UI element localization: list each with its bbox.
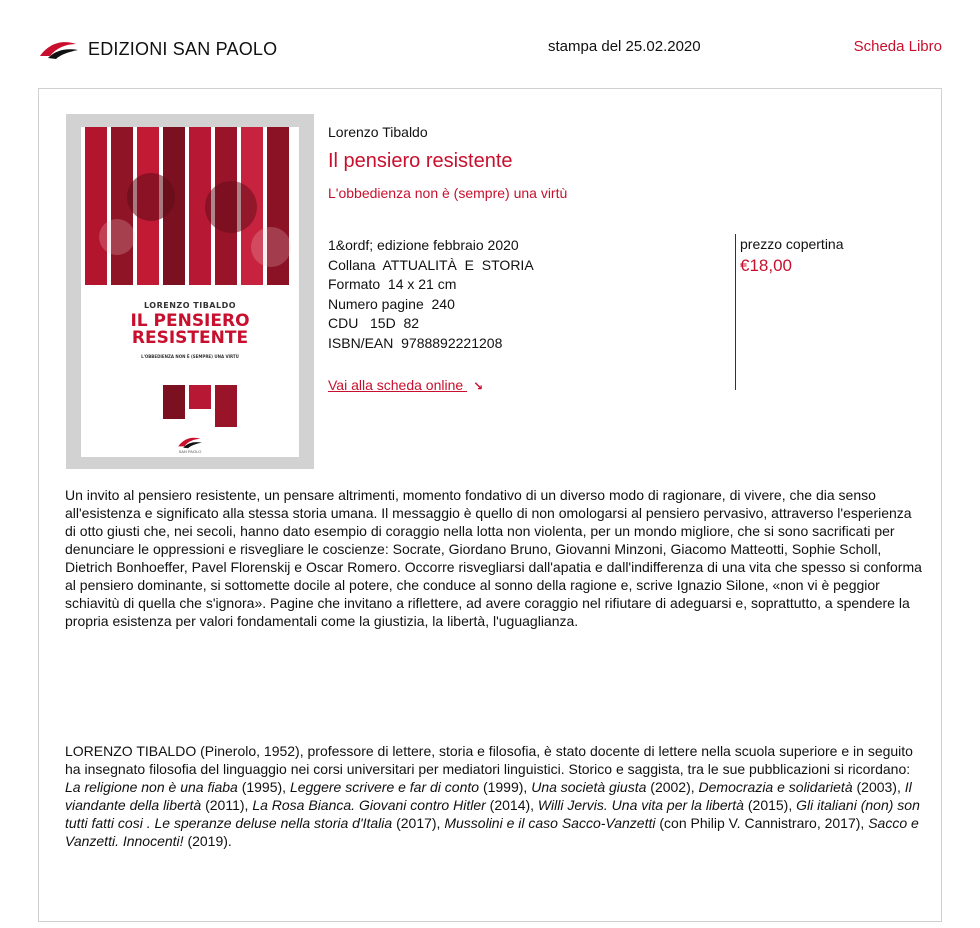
cover-title (81, 313, 299, 347)
bio-text: (2017), (392, 815, 445, 831)
bio-work-title: La Rosa Bianca. Giovani contro Hitler (252, 797, 486, 813)
bio-work-title: Gli italiani (non) son tutti fatti cosi . Le speranze deluse nella storia d'Italia (65, 797, 920, 831)
price-value: €18,00 (740, 256, 792, 275)
bio-text: (2014), (485, 797, 538, 813)
online-sheet-link-label: Vai alla scheda online (328, 377, 468, 393)
bio-text: LORENZO TIBALDO (Pinerolo, 1952), professore di lettere, storia e filosofia, è stato docente di lettere nella scuola superiore e in seguito ha insegnato filosofia del linguaggio nei corsi universitari per mediatori linguistici. Storico e saggista, tra le sue pubblicazioni si ricordano: (65, 743, 913, 777)
bio-text: (2003), (852, 779, 905, 795)
bio-work-title: Mussolini e il caso Sacco-Vanzetti (444, 815, 656, 831)
price-label: prezzo copertina (740, 236, 844, 252)
bio-text: (2002), (646, 779, 699, 795)
book-subtitle: L'obbedienza non è (sempre) una virtù (328, 185, 568, 201)
arrow-down-right-icon: ↘ (473, 379, 484, 393)
book-description: Un invito al pensiero resistente, un pensare altrimenti, momento fondativo di un diverso modo di ragionare, di vivere, che dia senso all'esistenza e significato alla stessa storia umana. Il messaggio è quello di non omologarsi al pensiero pervasivo, attraverso l'esperienza di otto giusti che, nei secoli, hanno dato esempio di coraggio nella lotta non violenta, per un mondo migliore, che si sono sacrificati per denunciare le oppressioni e risvegliare le coscienze: Socrate, Giordano Bruno, Giovanni Minzoni, Giacomo Matteotti, Sophie Scholl, Dietrich Bonhoeffer, Pavel Florenskij e Oscar Romero. Occorre risvegliarsi dall'apatia e dall'indifferenza di una vita che spesso si conforma al pensiero dominante, si sottomette docile al potere, che conduce al sonno della ragione e, scrive Ignazio Silone, «non vi è peggior schiavitù di quella che s'ignora». Pagine che invitano a riflettere, ad avere coraggio nel rifiutare di adeguarsi e, soprattutto, a spendere la propria esistenza per valori fondamentali come la giustizia, la libertà, l'uguaglianza. (65, 487, 922, 629)
bio-text: (2011), (201, 797, 253, 813)
bio-work-title: Sacco e Vanzetti. Innocenti! (65, 815, 919, 849)
cover-subtitle: L'OBBEDIENZA NON È (SEMPRE) UNA VIRTÙ (141, 354, 239, 359)
author-bio (65, 742, 925, 850)
bio-text: (2019). (183, 833, 232, 849)
book-author: Lorenzo Tibaldo (328, 124, 428, 140)
online-sheet-link[interactable] (328, 377, 483, 393)
bio-work-title: Il viandante della libertà (65, 779, 912, 813)
cover-author: LORENZO TIBALDO (143, 301, 237, 310)
bio-work-title: Democrazia e solidarietà (698, 779, 853, 795)
bio-text: (1999), (479, 779, 532, 795)
bio-work-title: Una società giusta (531, 779, 647, 795)
book-title: Il pensiero resistente (328, 150, 513, 172)
format-line: Formato 14 x 21 cm (328, 276, 457, 292)
bio-work-title: Leggere scrivere e far di conto (289, 779, 480, 795)
book-cover-image[interactable] (81, 127, 299, 457)
publisher-logo[interactable] (38, 38, 277, 60)
bio-work-title: La religione non è una fiaba (65, 779, 238, 795)
cover-title-line1: IL PENSIERO (130, 311, 250, 331)
cover-publisher: SAN PAOLO (178, 449, 202, 454)
cdu-line: CDU 15D 82 (328, 315, 420, 331)
bio-work-title: Willi Jervis. Una vita per la libertà (537, 797, 744, 813)
book-cover-frame (66, 114, 314, 469)
bio-text: (con Philip V. Cannistraro, 2017), (655, 815, 869, 831)
san-paolo-logo-icon (38, 38, 80, 60)
edition-line: 1&ordf; edizione febbraio 2020 (328, 237, 519, 253)
book-card (38, 88, 942, 922)
publisher-name: EDIZIONI SAN PAOLO (88, 38, 278, 59)
bio-text: (1995), (237, 779, 290, 795)
price-box (735, 234, 885, 390)
book-heading (328, 124, 568, 201)
cover-logo-icon (177, 435, 203, 449)
bio-text: (2015), (743, 797, 797, 813)
print-date: stampa del 25.02.2020 (548, 38, 701, 55)
pages-line: Numero pagine 240 (328, 295, 455, 312)
cover-title-line2: RESISTENTE (131, 328, 249, 348)
book-details (328, 236, 534, 353)
page-header (0, 0, 980, 88)
series-line: Collana ATTUALITÀ E STORIA (328, 256, 534, 273)
sheet-label: Scheda Libro (853, 38, 942, 55)
isbn-line: ISBN/EAN 9788892221208 (328, 334, 503, 351)
